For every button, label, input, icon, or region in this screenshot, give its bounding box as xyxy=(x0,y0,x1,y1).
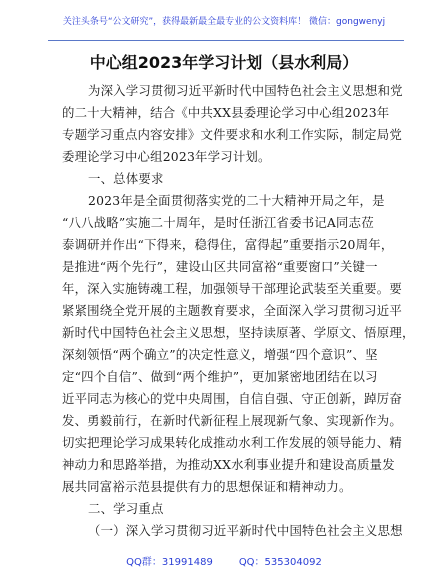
text-line: 深刻领悟“两个确立”的决定性意义，增强“四个意识”、坚 xyxy=(62,347,378,362)
text-line: 2023年是全面贯彻落实党的二十大精神开局之年，是 xyxy=(88,193,385,208)
document-title: 中心组2023年学习计划（县水利局） xyxy=(89,53,359,72)
text-line: 二、学习重点 xyxy=(88,501,164,516)
text-line: 为深入学习贯彻习近平新时代中国特色社会主义思想和党 xyxy=(88,83,403,98)
footer-qq-group: QQ群：31991489 xyxy=(126,557,213,568)
text-line: 的二十大精神，结合《中共XX县委理论学习中心组2023年 xyxy=(62,105,390,120)
footer-qq: QQ：535304092 xyxy=(238,557,322,568)
text-line: 年，深入实施铸魂工程，加强领导干部理论武装至关重要。要 xyxy=(62,281,402,296)
header-divider xyxy=(48,40,404,41)
document-body xyxy=(62,80,415,542)
text-line: 是推进“两个先行”，建设山区共同富裕“重要窗口”关键一 xyxy=(62,259,378,274)
text-line: 新时代中国特色社会主义思想，坚持读原著、学原文、悟原理， xyxy=(62,325,415,340)
text-line: 紧紧围绕全党开展的主题教育要求，全面深入学习贯彻习近平 xyxy=(62,303,402,318)
text-line: （一）深入学习贯彻习近平新时代中国特色社会主义思想 xyxy=(88,523,403,538)
text-line: 近平同志为核心的党中央周围，自信自强、守正创新，踔厉奋 xyxy=(62,391,402,406)
header-banner: 关注头条号“公文研究”，获得最新最全最专业的公文资料库！ 微信：gongwenyj xyxy=(62,16,386,27)
text-line: 一、总体要求 xyxy=(88,171,164,186)
text-line: 展共同富裕示范县提供有力的思想保证和精神动力。 xyxy=(62,479,352,494)
text-line: 神动力和思路举措，为推动XX水利事业提升和建设高质量发 xyxy=(62,457,395,472)
text-line: 定“四个自信”、做到“两个维护”，更加紧密地团结在以习 xyxy=(62,369,378,384)
text-line: “八八战略”实施二十周年，是时任浙江省委书记A同志莅 xyxy=(62,215,374,230)
footer-contact xyxy=(0,553,448,568)
text-line: 切实把理论学习成果转化成推动水利工作发展的领导能力、精 xyxy=(62,435,402,450)
text-line: 泰调研并作出“下得来，稳得住，富得起”重要指示20周年， xyxy=(62,237,394,252)
text-line: 发、勇毅前行，在新时代新征程上展现新气象、实现新作为。 xyxy=(62,413,402,428)
text-line: 委理论学习中心组2023年学习计划。 xyxy=(62,149,271,164)
text-line: 专题学习重点内容安排》文件要求和水利工作实际，制定局党 xyxy=(62,127,402,142)
